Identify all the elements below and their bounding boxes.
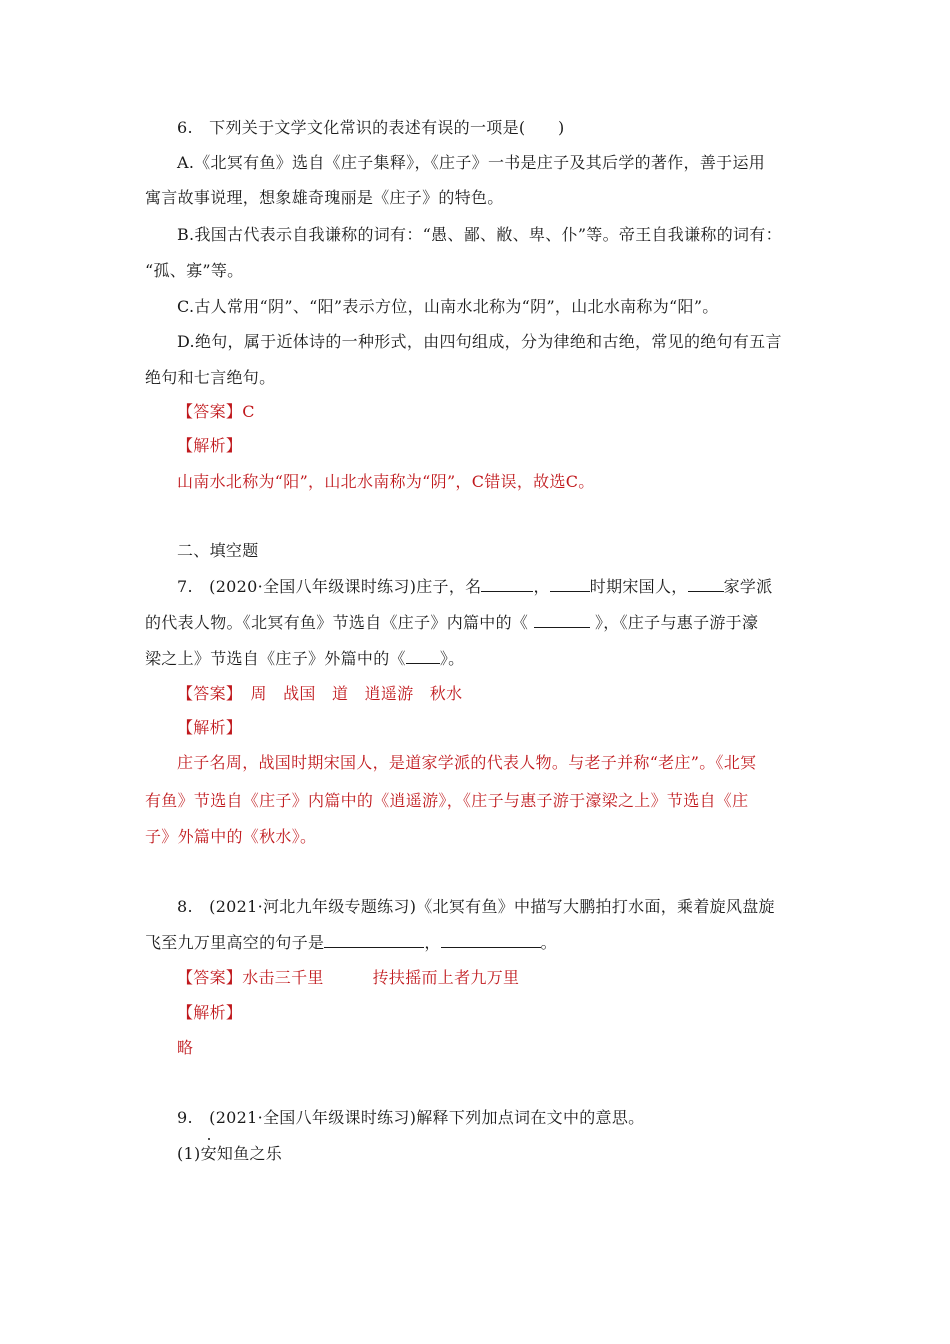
answer-text: 周 战国 道 逍遥游 秋水 xyxy=(234,684,463,703)
blank-sentence-2[interactable] xyxy=(441,933,541,948)
q6-option-a-line1: A.《北冥有鱼》选自《庄子集释》，《庄子》一书是庄子及其后学的著作，善于运用 xyxy=(177,153,766,172)
answer-tag: 【答案】 xyxy=(177,684,235,703)
q7-stem-text: 的代表人物。《北冥有鱼》节选自《庄子》内篇中的《 xyxy=(145,613,534,632)
q8-answer xyxy=(177,968,519,988)
q6-option-a-line2: 寓言故事说理，想象雄奇瑰丽是《庄子》的特色。 xyxy=(145,188,504,207)
q7-stem-text: 梁之上》节选自《庄子》外篇中的《 xyxy=(145,649,406,668)
dotted-word: 安 xyxy=(200,1144,217,1163)
q8-stem-line2 xyxy=(145,933,557,953)
q7-stem-text: ， xyxy=(533,577,550,596)
q6-option-d-line2: 绝句和七言绝句。 xyxy=(145,368,276,387)
q6-option-b-line2: “孤、寡”等。 xyxy=(145,261,244,280)
answer-tag: 【答案】 xyxy=(177,968,243,987)
q6-option-c: C.古人常用“阴”、“阳”表示方位，山南水北称为“阴”，山北水南称为“阳”。 xyxy=(177,297,719,316)
q7-analysis-line1: 庄子名周，战国时期宋国人，是道家学派的代表人物。与老子并称“老庄”。《北冥 xyxy=(177,753,757,772)
q6-option-d-line1: D.绝句，属于近体诗的一种形式，由四句组成，分为律绝和古绝，常见的绝句有五言 xyxy=(177,332,782,351)
q7-stem-line1 xyxy=(177,577,773,597)
blank-inner-chapter[interactable] xyxy=(534,613,590,628)
q7-stem-text: 》。 xyxy=(439,649,465,668)
q9-item-prefix: (1) xyxy=(177,1144,201,1163)
blank-sentence-1[interactable] xyxy=(324,933,424,948)
q7-answer xyxy=(177,684,462,704)
blank-outer-chapter[interactable] xyxy=(406,649,440,664)
q6-answer xyxy=(177,402,255,422)
q7-stem-text: 家学派 xyxy=(723,577,773,596)
blank-school[interactable] xyxy=(688,577,724,592)
q6-analysis-tag: 【解析】 xyxy=(177,436,243,455)
q7-analysis-line2: 有鱼》节选自《庄子》内篇中的《逍遥游》，《庄子与惠子游于濠梁之上》节选自《庄 xyxy=(145,791,749,810)
q7-stem-line2 xyxy=(145,613,758,633)
q8-stem-text: 飞至九万里高空的句子是 xyxy=(145,933,325,952)
q8-analysis: 略 xyxy=(177,1038,194,1057)
q9-item-text: 知鱼之乐 xyxy=(216,1144,283,1163)
q8-stem-text: 。 xyxy=(540,933,557,952)
q7-stem-line3 xyxy=(145,649,464,669)
q6-analysis: 山南水北称为“阳”，山北水南称为“阴”，C错误，故选C。 xyxy=(177,472,595,491)
answer-tag: 【答案】 xyxy=(177,402,243,421)
answer-text: 水击三千里 抟扶摇而上者九万里 xyxy=(242,968,520,987)
answer-text: C xyxy=(242,402,255,421)
q7-analysis-tag: 【解析】 xyxy=(177,718,243,737)
blank-era[interactable] xyxy=(550,577,590,592)
q6-stem: 6. 下列关于文学文化常识的表述有误的一项是( ) xyxy=(177,118,565,137)
q7-stem-text: 时期宋国人， xyxy=(589,577,688,596)
q8-stem-text: ， xyxy=(424,933,441,952)
q7-stem-text: 》，《庄子与惠子游于濠 xyxy=(589,613,759,632)
q9-item-1 xyxy=(177,1144,282,1164)
q7-analysis-line3: 子》外篇中的《秋水》。 xyxy=(145,827,317,846)
q8-stem-line1: 8. (2021·河北九年级专题练习)《北冥有鱼》中描写大鹏拍打水面，乘着旋风盘旋 xyxy=(177,897,775,916)
blank-name[interactable] xyxy=(481,577,533,592)
q8-analysis-tag: 【解析】 xyxy=(177,1003,243,1022)
q7-stem-text: 7. (2020·全国八年级课时练习)庄子，名 xyxy=(177,577,482,596)
q6-option-b-line1: B.我国古代表示自我谦称的词有：“愚、鄙、敝、卑、仆”等。帝王自我谦称的词有： xyxy=(177,225,782,244)
section-title: 二、填空题 xyxy=(177,541,259,560)
q9-stem: 9. (2021·全国八年级课时练习)解释下列加点词在文中的意思。 xyxy=(177,1108,645,1127)
